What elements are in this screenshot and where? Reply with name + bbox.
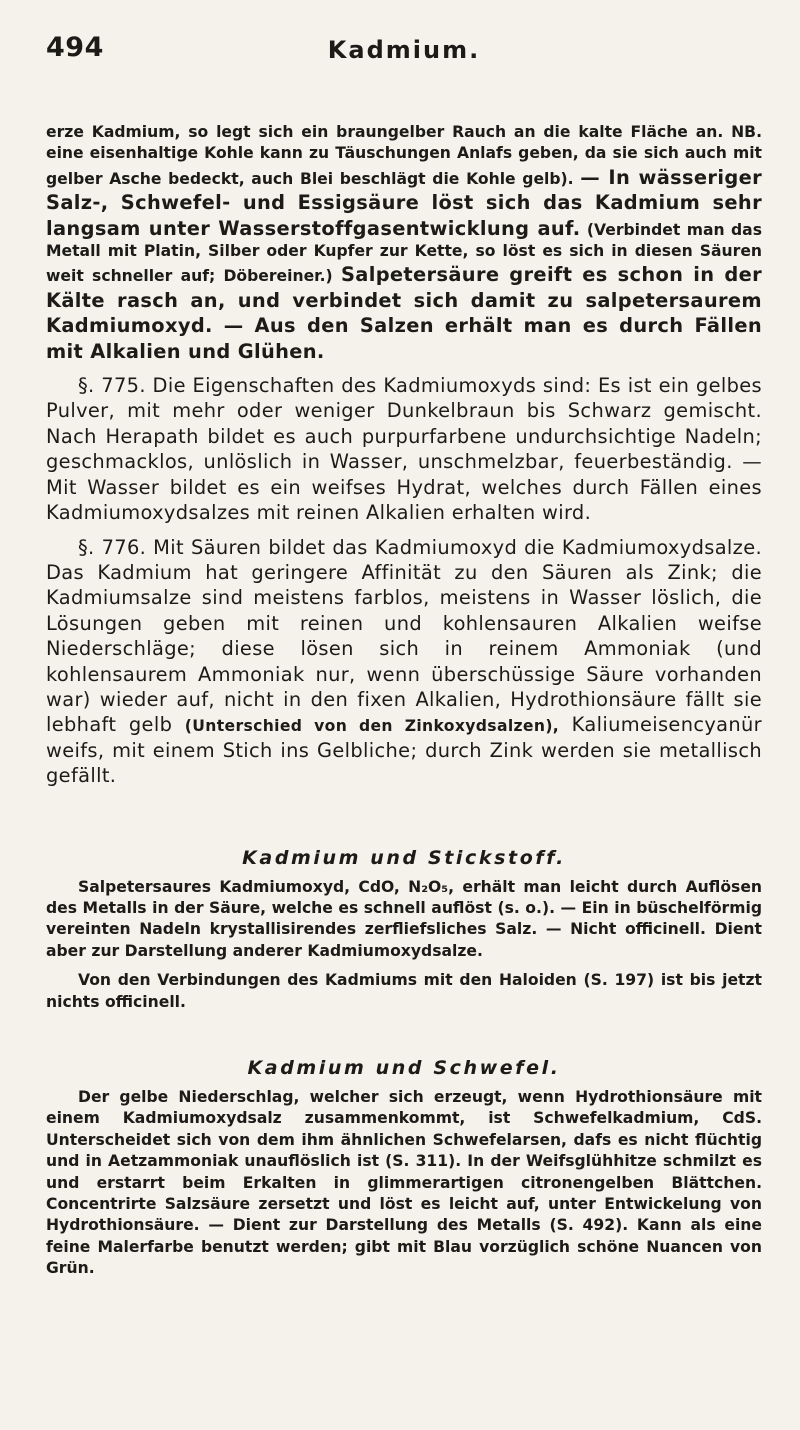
sulfur-paragraph: Der gelbe Niederschlag, welcher sich erzeugt, wenn Hydrothionsäure mit einem Kadmiumoxydsalz zusammenkommt, ist Schwefelkadmium, CdS. Unterscheidet sich von dem ihm ähnlichen Schwefelarsen, dafs es nicht flüchtig und in Aetzammoniak unauflöslich ist (S. 311). In der Weifsglühhitze schmilzt es und erstarrt beim Erkalten in glimmerartigen citronengelben Blättchen. Concentrirte Salzsäure zersetzt und löst es leicht auf, unter Entwickelung von Hydrothionsäure. — Dient zur Darstellung des Metalls (S. 492). Kann als eine feine Malerfarbe benutzt werden; gibt mit Blau vorzüglich schöne Nuancen von Grün. — [46, 1088, 762, 1278]
paragraph-776-note: (Unterschied von den Zinkoxydsalzen), — [184, 717, 560, 736]
continuation-text: erze Kadmium, so legt sich ein braungelber Rauch an die kalte Fläche an. NB. eine eisenhaltige Kohle kann zu Täuschungen Anlafs geben, da sie sich auch mit gelber Asche bedeckt, auch Blei beschlägt die Kohle gelb). — [46, 123, 762, 188]
paragraph-776-text: §. 776. Mit Säuren bildet das Kadmiumoxyd die Kadmiumoxydsalze. Das Kadmium hat geringere Affinität zu den Säuren als Zink; die Kadmiumsalze sind meistens farblos, meistens in Wasser löslich, die Lösungen geben mit reinen und kohlensauren Alkalien weifse Niederschläge; diese lösen sich in reinem Ammoniak (und kohlensaurem Ammoniak nur, wenn überschüssige Säure vorhanden war) wieder auf, nicht in den fixen Alkalien, Hydrothionsäure fällt sie lebhaft gelb — [46, 535, 762, 737]
nitrogen-paragraph: Salpetersaures Kadmiumoxyd, CdO, N₂O₅, erhält man leicht durch Auflösen des Metalls in der Säure, welche es schnell auflöst (s. o.). — Ein in büschelförmig vereinten Nadeln krystallisirendes zerfliefsliches Salz. — Nicht officinell. Dient aber zur Darstellung anderer Kadmiumoxydsalze. — [46, 877, 762, 960]
page-body — [46, 122, 762, 1280]
nitrogen-note: Von den Verbindungen des Kadmiums mit den Haloiden (S. 197) ist bis jetzt nichts officinell. — [46, 971, 762, 1011]
section-heading-sulfur: Kadmium und Schwefel. — [247, 1057, 561, 1079]
continuation-note: (Verbindet man das Metall mit Platin, Silber oder Kupfer zur Kette, so löst es sich in diesen Säuren weit schneller auf; Döbereiner.) — [46, 220, 762, 286]
paragraph-776-tail: Kaliumeisencyanür weifs, mit einem Stich ins Gelbliche; durch Zink werden sie metallisch gefällt. — [46, 713, 763, 788]
paragraph-776 — [46, 535, 762, 789]
page-number: 494 — [46, 32, 104, 63]
paragraph-continuation — [46, 122, 762, 364]
paragraph-775: §. 775. Die Eigenschaften des Kadmiumoxyds sind: Es ist ein gelbes Pulver, mit mehr oder weniger Dunkelbraun bis Schwarz gemischt. Nach Herapath bildet es auch purpurfarbene undurchsichtige Nadeln; geschmacklos, unlöslich in Wasser, unschmelzbar, feuerbeständig. — Mit Wasser bildet es ein weifses Hydrat, welches durch Fällen eines Kadmiumoxydsalzes mit reinen Alkalien erhalten wird. — [46, 374, 762, 525]
continuation-tail: Salpetersäure greift es schon in der Kälte rasch an, und verbindet sich damit zu salpetersaurem Kadmiumoxyd. — Aus den Salzen erhält man es durch Fällen mit Alkalien und Glühen. — [46, 263, 762, 363]
continuation-solubility-text: — In wässeriger Salz-, Schwefel- und Essigsäure löst sich das Kadmium sehr langsam unter Wasserstoffgasentwicklung auf. — [46, 165, 762, 240]
section-heading-nitrogen: Kadmium und Stickstoff. — [242, 846, 566, 869]
running-title: Kadmium. — [327, 36, 481, 64]
page-header — [46, 30, 762, 70]
